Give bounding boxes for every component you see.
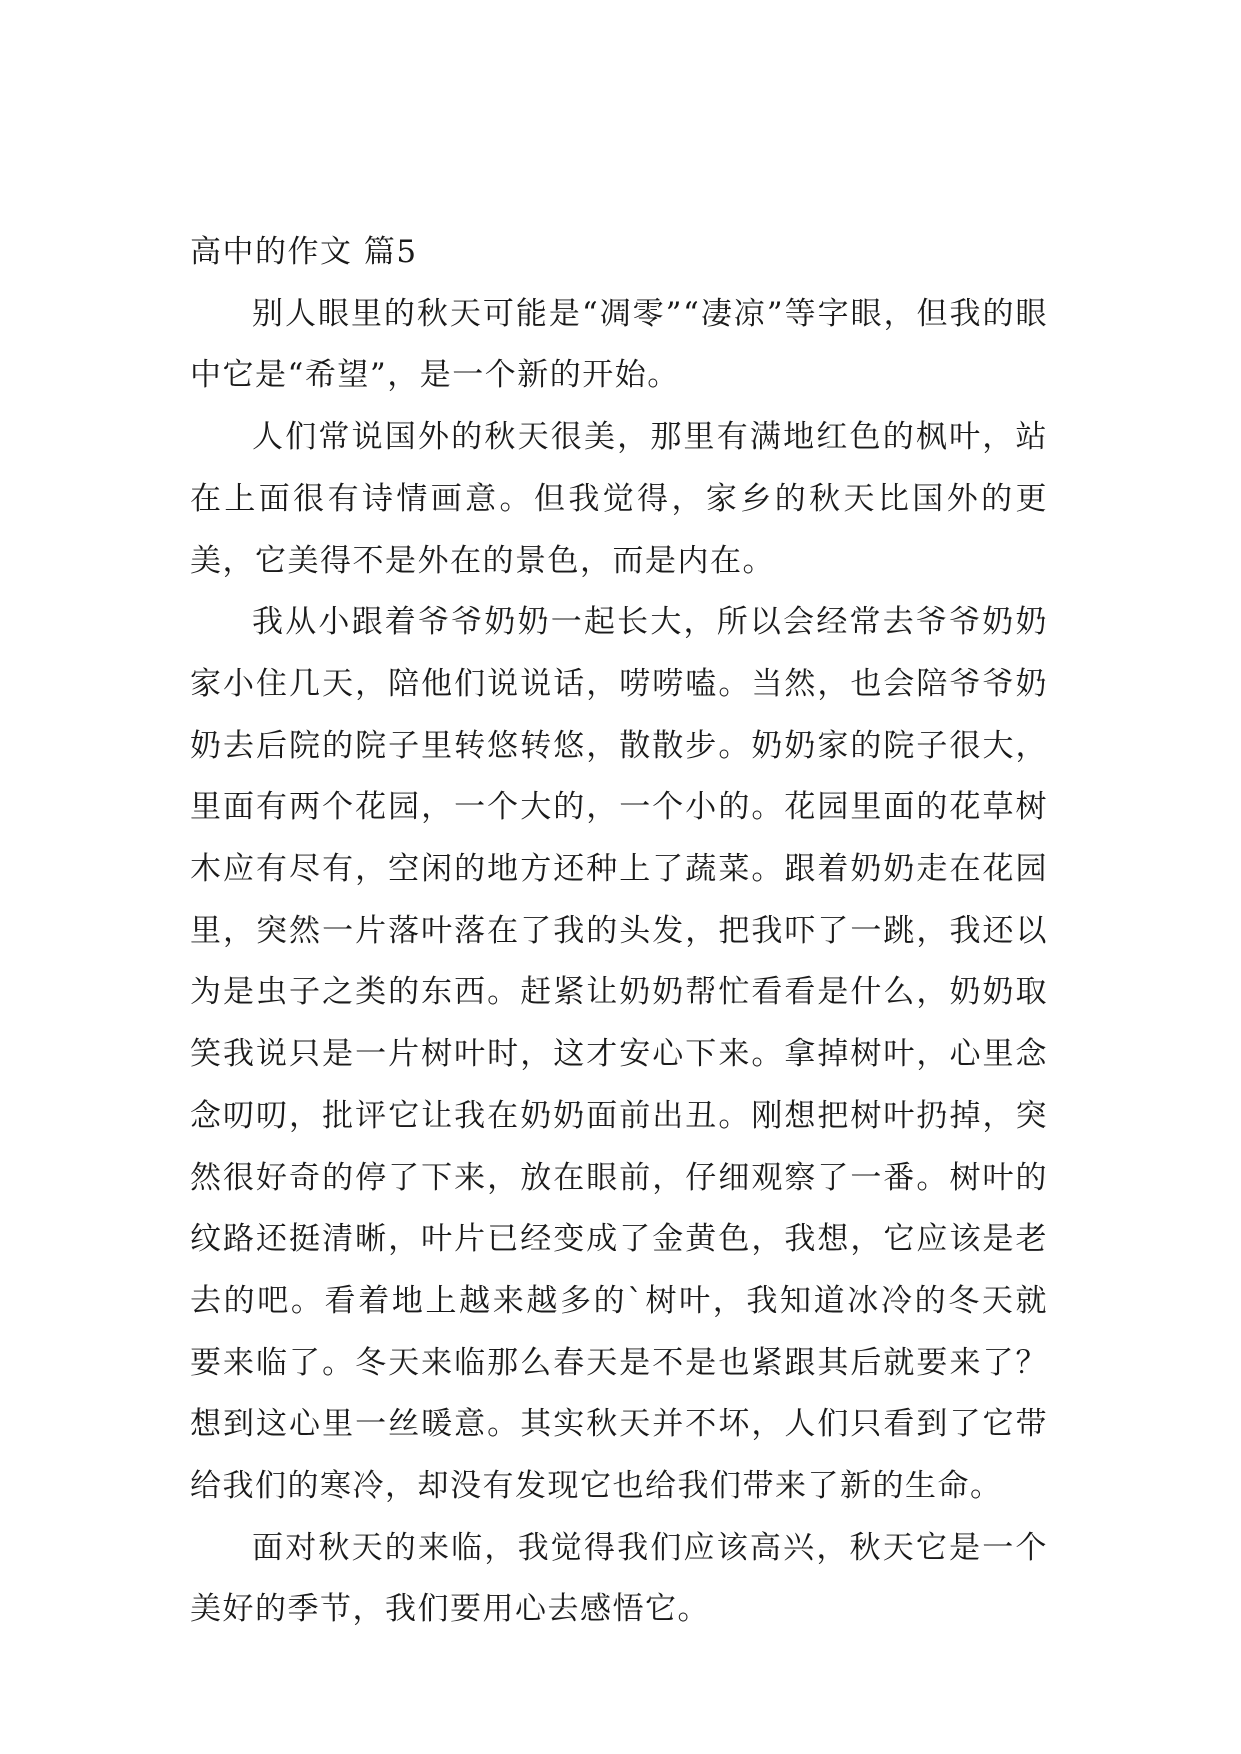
paragraph-1: 别人眼里的秋天可能是“凋零”“凄凉”等字眼，但我的眼中它是“希望”，是一个新的开始。 xyxy=(190,295,1048,394)
paragraph-4: 面对秋天的来临，我觉得我们应该高兴，秋天它是一个美好的季节，我们要用心去感悟它。 xyxy=(190,1529,1048,1628)
paragraph-3: 我从小跟着爷爷奶奶一起长大，所以会经常去爷爷奶奶家小住几天，陪他们说说话，唠唠嗑。当然，也会陪爷爷奶奶去后院的院子里转悠转悠，散散步。奶奶家的院子很大，里面有两个花园，一个大的，一个小的。花园里面的花草树木应有尽有，空闲的地方还种上了蔬菜。跟着奶奶走在花园里，突然一片落叶落在了我的头发，把我吓了一跳，我还以为是虫子之类的东西。赶紧让奶奶帮忙看看是什么，奶奶取笑我说只是一片树叶时，这才安心下来。拿掉树叶，心里念念叨叨，批评它让我在奶奶面前出丑。刚想把树叶扔掉，突然很好奇的停了下来，放在眼前，仔细观察了一番。树叶的纹路还挺清晰，叶片已经变成了金黄色，我想，它应该是老去的吧。看着地上越来越多的`树叶，我知道冰冷的冬天就要来临了。冬天来临那么春天是不是也紧跟其后就要来了？想到这心里一丝暖意。其实秋天并不坏，人们只看到了它带给我们的寒冷，却没有发现它也给我们带来了新的生命。 xyxy=(190,604,1048,1505)
document-body xyxy=(190,222,1048,1641)
paragraph-2: 人们常说国外的秋天很美，那里有满地红色的枫叶，站在上面很有诗情画意。但我觉得，家乡的秋天比国外的更美，它美得不是外在的景色，而是内在。 xyxy=(190,419,1048,579)
document-title: 高中的作文 篇5 xyxy=(190,234,418,270)
